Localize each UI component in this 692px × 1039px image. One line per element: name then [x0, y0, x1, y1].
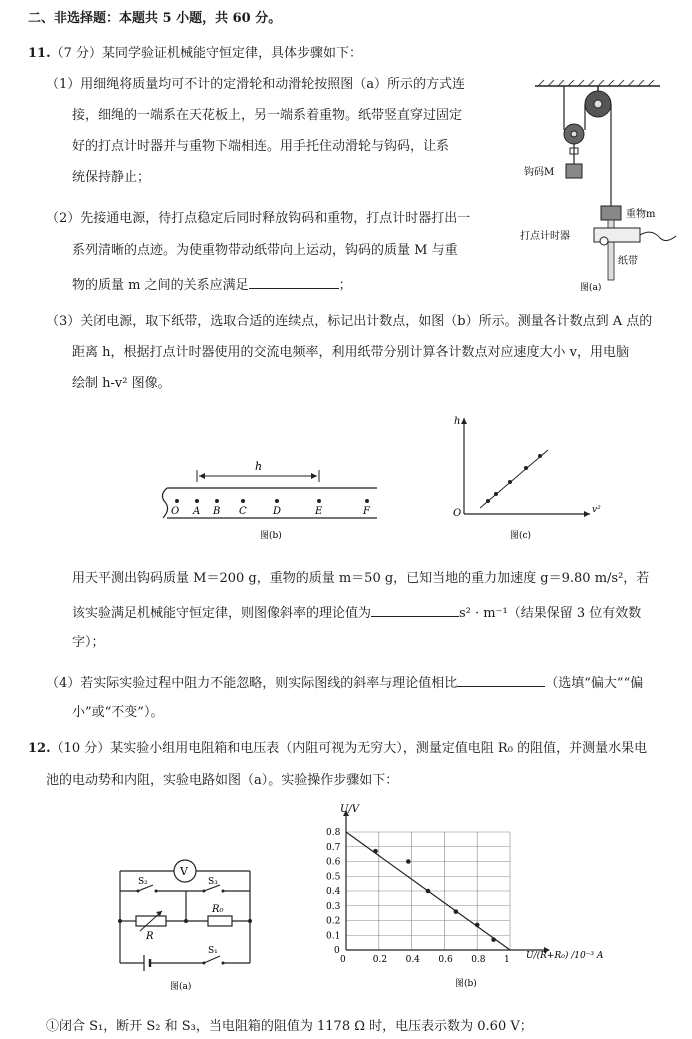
tape-dot-d: [275, 499, 279, 503]
y-tick-label: 0.3: [326, 901, 341, 912]
data-point: [373, 849, 378, 854]
answer-blank-mass-relation[interactable]: [249, 274, 339, 289]
data-point: [426, 889, 431, 894]
tape-label-d: D: [273, 506, 282, 517]
chart-ylabel: U/V: [340, 804, 360, 815]
q11-s1-line2: 接，细绳的一端系在天花板上，另一端系着重物。纸带竖直穿过固定: [72, 108, 463, 123]
chart-xlabel: U/(R+R₀) /10⁻³ A: [526, 951, 604, 961]
figure-c-caption: 图(c): [510, 531, 532, 541]
tape-dot-f: [365, 499, 369, 503]
chart-ticks: [326, 828, 510, 965]
tape-dot-e: [317, 499, 321, 503]
q11-s1-line3: 好的打点计时器并与重物下端相连。用手托住动滑轮与钩码，让系: [72, 139, 450, 154]
q12-line1: [28, 740, 647, 758]
tape-label-f: F: [363, 506, 370, 517]
switch-s3-label: S₃: [208, 877, 218, 887]
data-point: [454, 909, 459, 914]
y-tick-label: 0.2: [326, 916, 341, 927]
q12-text1: （10 分）某实验小组用电阻箱和电压表（内阻可视为无穷大），测量定值电阻 R₀ 的阻值，并测量水果电: [50, 741, 648, 756]
graph-c-xlabel: v²: [592, 505, 601, 515]
q12-number: 12.: [28, 741, 51, 756]
voltmeter-symbol: V: [180, 865, 188, 878]
q11-s2-text: 物的质量 m 之间的关系应满足: [72, 278, 249, 293]
figure-b-caption: 图(b): [260, 531, 282, 541]
x-tick-label: 1: [504, 955, 510, 965]
q11-s3-line1: （3）关闭电源，取下纸带，选取合适的连续点，标记出计数点，如图（b）所示。测量各计数点到 A 点的: [46, 314, 653, 329]
q11-s3-line6: 字）；: [72, 635, 105, 650]
graph-c-origin: O: [453, 508, 462, 519]
y-tick-label: 0.5: [326, 872, 341, 883]
tape-h-label: h: [255, 460, 263, 473]
tape-label-b: B: [213, 506, 221, 517]
q11-s3-line5: [72, 602, 641, 623]
tape-label-o: O: [171, 506, 180, 517]
x-tick-label: 0.2: [372, 955, 388, 965]
q11-s2-line1: （2）先接通电源，待打点稳定后同时释放钩码和重物，打点计时器打出一: [46, 211, 471, 226]
q11-s4-line2: 小”或“不变”）。: [72, 705, 164, 720]
figure-a-pulley: [520, 78, 690, 293]
circuit-diagram: [108, 855, 273, 995]
hook-mass-label: 钩码M: [524, 167, 555, 178]
tape-dot-a: [195, 499, 199, 503]
y-tick-label: 0.1: [326, 931, 341, 942]
figure-b-tape: [155, 410, 395, 545]
q12-line2: 池的电动势和内阻，实验电路如图（a）。实验操作步骤如下：: [46, 773, 399, 788]
resistor-box-label: R: [146, 931, 154, 942]
chart-axes: [343, 810, 550, 953]
q11-header: [28, 45, 362, 63]
figure-c-graph: [450, 410, 610, 545]
y-tick-label: 0.7: [326, 842, 341, 853]
data-point: [475, 923, 480, 928]
q11-s3-line2: 距离 h，根据打点计时器使用的交流电频率，利用纸带分别计算各计数点对应速度大小 v，用电脑: [72, 345, 629, 360]
y-tick-label: 0: [334, 946, 340, 956]
q11-s2-end: ；: [338, 278, 352, 293]
data-point: [491, 937, 496, 942]
q11-head: （7 分）某同学验证机械能守恒定律，具体步骤如下：: [50, 46, 363, 61]
x-tick-label: 0.4: [405, 955, 420, 965]
q11-s3-unit: s² · m⁻¹（结果保留 3 位有效数: [459, 606, 642, 621]
x-tick-label: 0.6: [438, 955, 453, 965]
q11-s1-line1: （1）用细绳将质量均可不计的定滑轮和动滑轮按照图（a）所示的方式连: [46, 77, 466, 92]
q11-s4-text: （4）若实际实验过程中阻力不能忽略，则实际图线的斜率与理论值相比: [46, 676, 458, 691]
switch-s1-label: S₁: [208, 946, 218, 956]
u-i-chart: [310, 800, 610, 990]
tape-dot-b: [215, 499, 219, 503]
y-tick-label: 0.4: [326, 887, 341, 897]
data-point: [406, 859, 411, 864]
q11-s2-line2: 系列清晰的点迹。为使重物带动纸带向上运动，钩码的质量 M 与重: [72, 243, 458, 258]
resistor-r0-label: R₀: [212, 904, 224, 915]
x-tick-label: 0.8: [471, 955, 486, 965]
chart-caption: 图(b): [455, 979, 477, 989]
tape-dot-c: [241, 499, 245, 503]
q11-s4-line1: [46, 672, 643, 693]
q11-s2-line3: [72, 274, 352, 295]
answer-blank-slope[interactable]: [371, 602, 459, 617]
tape-dot-o: [175, 499, 179, 503]
weight-label: 重物m: [626, 209, 656, 220]
tape-label: 纸带: [618, 256, 638, 267]
tape-label-a: A: [193, 506, 201, 517]
circuit-caption: 图(a): [170, 982, 192, 992]
q11-s3-text5: 该实验满足机械能守恒定律，则图像斜率的理论值为: [72, 606, 372, 621]
q12-step1: ①闭合 S₁，断开 S₂ 和 S₃，当电阻箱的阻值为 1178 Ω 时，电压表示数为 0.60 V；: [46, 1019, 533, 1034]
q11-s3-line3: 绘制 h-v² 图像。: [72, 376, 171, 391]
graph-c-ylabel: h: [454, 416, 461, 427]
switch-s2-label: S₂: [138, 877, 148, 887]
q11-s4-options: （选填“偏大”“偏: [545, 676, 644, 691]
figure-a-caption: 图(a): [580, 283, 602, 293]
y-tick-label: 0.8: [326, 828, 341, 838]
tape-label-c: C: [239, 506, 247, 517]
q11-s1-line4: 统保持静止；: [72, 170, 151, 185]
answer-blank-compare[interactable]: [457, 672, 545, 687]
q11-number: 11.: [28, 46, 51, 61]
q11-s3-line4: 用天平测出钩码质量 M＝200 g，重物的质量 m＝50 g，已知当地的重力加速度 g＝9.80 m/s²，若: [72, 571, 650, 586]
tape-label-e: E: [315, 506, 323, 517]
timer-label: 打点计时器: [520, 231, 570, 242]
y-tick-label: 0.6: [326, 857, 341, 868]
section-heading: 二、非选择题：本题共 5 小题，共 60 分。: [28, 11, 282, 26]
x-tick-label: 0: [340, 955, 346, 965]
